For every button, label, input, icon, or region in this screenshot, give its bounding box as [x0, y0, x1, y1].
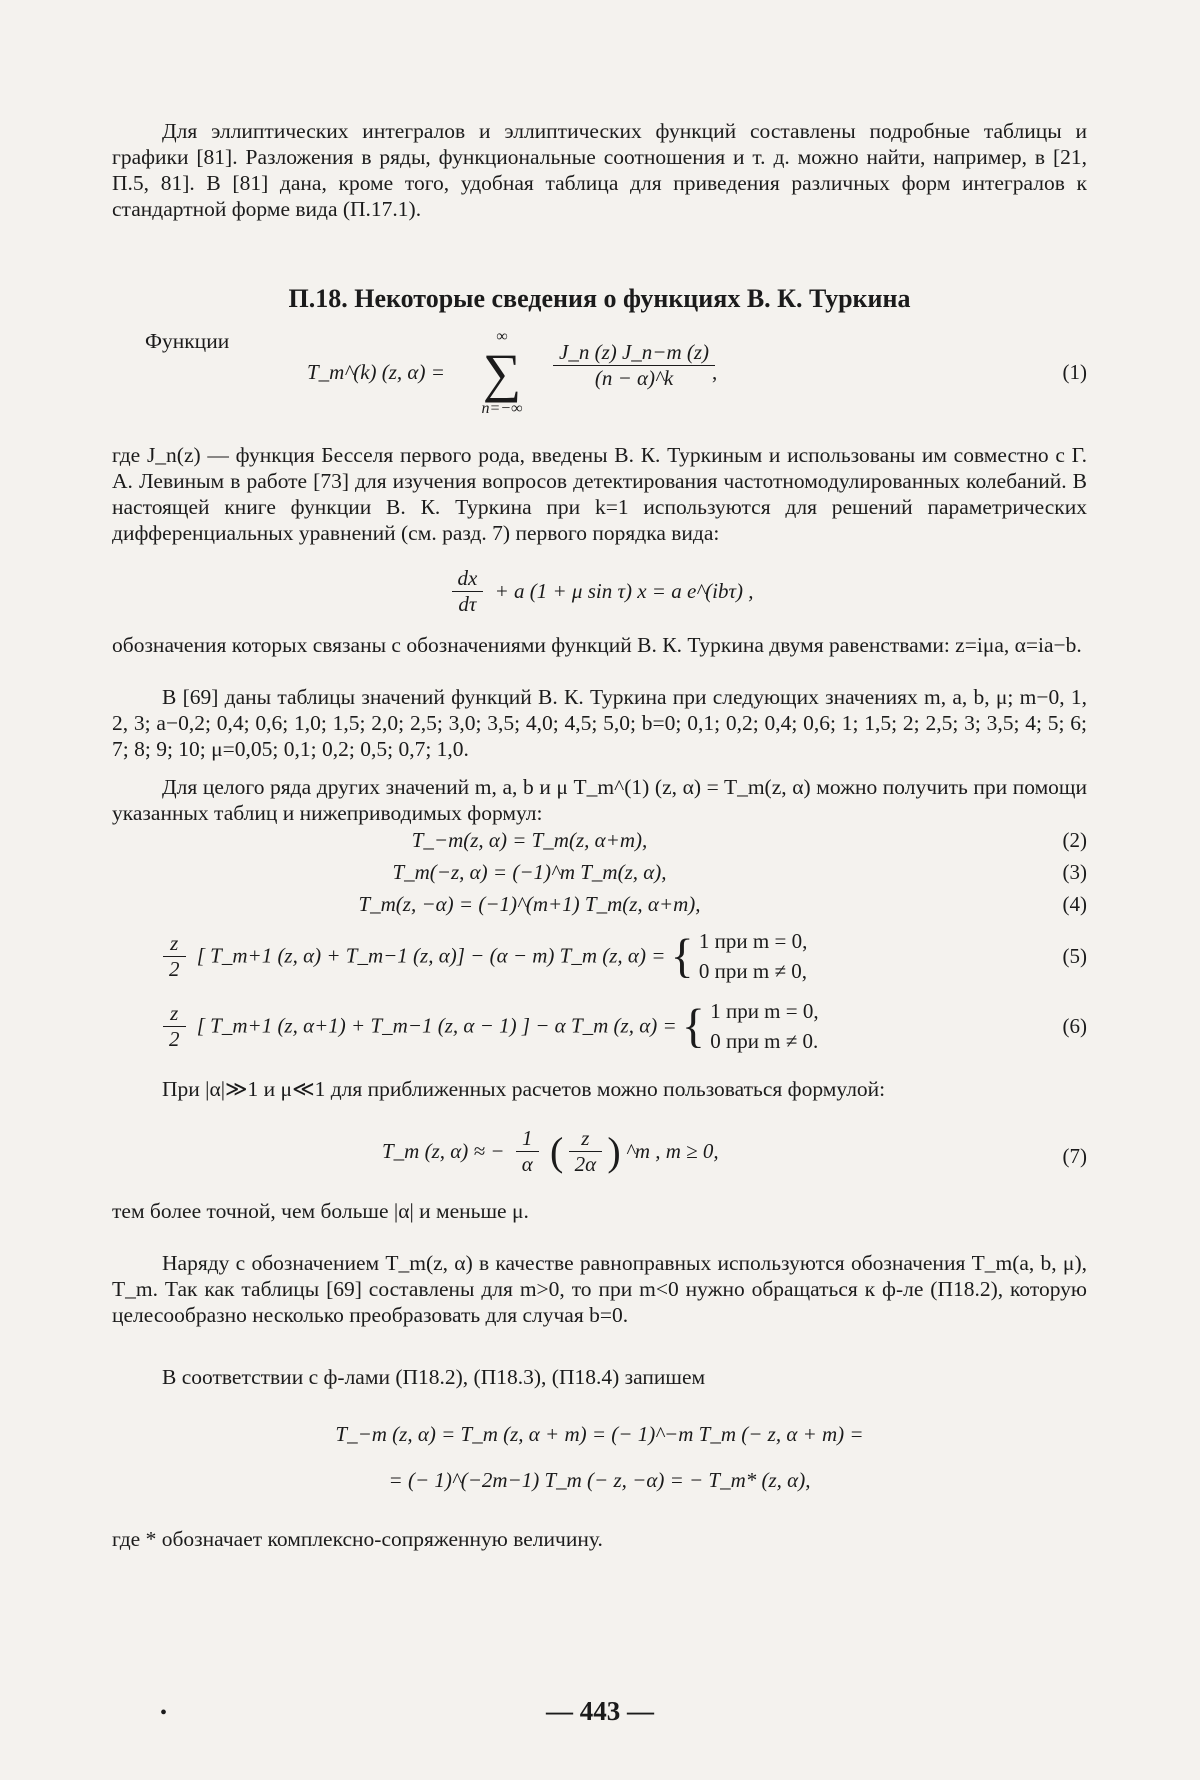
eq5-number: (5) — [1062, 944, 1087, 968]
intro-paragraph: Для эллиптических интегралов и эллиптических функций составлены подробные таблицы и графики [81]. Разложения в ряды, функциональные соотношения и т. д. можно найти, например, в [21, П.5, 81]. В [81] дана, кроме того, удобная таблица для приведения различных форм интегралов к стандартной форме вида (П.17.1). — [112, 119, 1087, 221]
eq6-frac-den: 2 — [169, 1026, 180, 1051]
eq3-number: (3) — [1062, 860, 1087, 884]
eq7-fraction-1 — [516, 1126, 539, 1177]
eq6-brace: { — [681, 999, 705, 1053]
eq1-numerator: J_n (z) J_n−m (z) — [553, 340, 715, 366]
equation-2 — [112, 828, 1087, 862]
equation-diff — [112, 566, 1087, 617]
eq7-f1-num: 1 — [516, 1126, 539, 1152]
eq1-sum-bottom: n=−∞ — [481, 400, 523, 417]
equation-3 — [112, 860, 1087, 894]
other-values-paragraph: Для целого ряда других значений m, a, b и μ T_m^(1) (z, α) = T_m(z, α) можно получить при помощи указанных таблиц и нижеприводимых формул: — [112, 775, 1087, 825]
notation-paragraph: обозначения которых связаны с обозначениями функций В. К. Туркина двумя равенствами: z=iμa, α=ia−b. — [112, 633, 1082, 657]
eq1-lhs: T_m^(k) (z, α) = — [307, 360, 445, 384]
eq5-body: [ T_m+1 (z, α) + T_m−1 (z, α)] − (α − m) T_m (z, α) = — [196, 943, 666, 968]
equation-4 — [112, 892, 1087, 926]
eqd-denominator: dτ — [458, 592, 477, 616]
eq7-lparen: ( — [550, 1129, 564, 1174]
eq3-body: T_m(−z, α) = (−1)^m T_m(z, α), — [392, 860, 667, 884]
eq6-case1: 1 при m = 0, — [710, 999, 819, 1023]
eq2-body: T_−m(z, α) = T_m(z, α+m), — [411, 828, 648, 852]
equation-5 — [112, 926, 1087, 992]
eq5-brace: { — [670, 929, 694, 983]
equation-6 — [112, 996, 1087, 1062]
eq6-cases — [710, 996, 818, 1056]
conjugate-paragraph: где * обозначает комплексно-сопряженную величину. — [112, 1527, 603, 1551]
eq6-frac-num: z — [163, 1001, 186, 1027]
where-paragraph: где J_n(z) — функция Бесселя первого рода, введены В. К. Туркиным и использованы им совместно с Г. А. Левиным в работе [73] для изучения вопросов детектирования частотномодулированных колебаний. В настоящей книге функции В. К. Туркина при k=1 используются для решений параметрических дифференциальных уравнений (см. разд. 7) первого порядка вида: — [112, 443, 1087, 545]
eq1-sum-top: ∞ — [496, 328, 508, 345]
eq5-fraction — [163, 931, 186, 982]
eq7-rest: ^m , m ≥ 0, — [625, 1139, 719, 1163]
alongside-paragraph: Наряду с обозначением T_m(z, α) в качестве равноправных используются обозначения T_m(a, b, μ), T_m. Так как таблицы [69] составлены для m>0, то при m<0 нужно обращаться к ф-ле (П18.2), которую целесообразно несколько преобразовать для случая b=0. — [112, 1251, 1087, 1327]
accordance-paragraph: В соответствии с ф-лами (П18.2), (П18.3), (П18.4) запишем — [162, 1365, 706, 1389]
eq7-f2-den: 2α — [574, 1152, 597, 1176]
eq2-number: (2) — [1062, 828, 1087, 852]
eq6-case2: 0 при m ≠ 0. — [710, 1029, 819, 1053]
eq7-rparen: ) — [607, 1129, 621, 1174]
final-equation-line-1: T_−m (z, α) = T_m (z, α + m) = (− 1)^−m T_m (− z, α + m) = — [335, 1422, 864, 1446]
eq5-case1: 1 при m = 0, — [698, 929, 808, 953]
eq7-number: (7) — [1062, 1144, 1087, 1168]
eq7-fraction-2 — [569, 1126, 603, 1177]
eq1-denominator: (n − α)^k — [594, 366, 674, 390]
eq7-lhs: T_m (z, α) ≈ − — [382, 1139, 505, 1163]
eq5-frac-den: 2 — [169, 956, 180, 981]
eqd-fraction — [452, 566, 484, 617]
final-equation-line-2: = (− 1)^(−2m−1) T_m (− z, −α) = − T_m* (z, α), — [388, 1468, 811, 1492]
eq5-frac-num: z — [163, 931, 186, 957]
eq1-tail: , — [712, 360, 718, 384]
eq7-f1-den: α — [521, 1152, 533, 1176]
eq4-body: T_m(z, −α) = (−1)^(m+1) T_m(z, α+m), — [358, 892, 701, 916]
eq6-body: [ T_m+1 (z, α+1) + T_m−1 (z, α − 1) ] − α T_m (z, α) = — [196, 1013, 677, 1038]
equation-1 — [112, 330, 1087, 440]
page-number: — 443 — — [546, 1696, 654, 1726]
functions-word: Функции — [145, 329, 230, 353]
equation-7 — [112, 1126, 1087, 1190]
approx-paragraph: При |α|≫1 и μ≪1 для приближенных расчетов можно пользоваться формулой: — [162, 1077, 886, 1101]
sigma-symbol: ∑ — [482, 343, 522, 403]
accuracy-paragraph: тем более точной, чем больше |α| и меньше μ. — [112, 1199, 529, 1223]
eqd-rest: + a (1 + μ sin τ) x = a e^(ibτ) , — [494, 579, 754, 603]
eq1-number: (1) — [1062, 360, 1087, 384]
eq1-fraction — [553, 340, 718, 391]
section-title: П.18. Некоторые сведения о функциях В. К. Туркина — [288, 284, 911, 313]
eq7-f2-num: z — [569, 1126, 603, 1152]
eq6-fraction — [163, 1001, 186, 1052]
eq4-number: (4) — [1062, 892, 1087, 916]
eq5-cases — [699, 926, 807, 986]
eq5-case2: 0 при m ≠ 0, — [698, 959, 808, 983]
eq6-number: (6) — [1062, 1014, 1087, 1038]
tables-paragraph: В [69] даны таблицы значений функций В. К. Туркина при следующих значениях m, a, b, μ; m−0, 1, 2, 3; a−0,2; 0,4; 0,6; 1,0; 1,5; 2,0; 2,5; 3,0; 3,5; 4,0; 4,5; 5,0; b=0; 0,1; 0,2; 0,4; 0,6; 1; 1,5; 2; 2,5; 3; 3,5; 4; 5; 6; 7; 8; 9; 10; μ=0,05; 0,1; 0,2; 0,5; 0,7; 1,0. — [112, 685, 1087, 761]
bullet-mark: • — [160, 1702, 168, 1724]
eqd-numerator: dx — [452, 566, 484, 592]
eq1-sum — [467, 328, 537, 418]
